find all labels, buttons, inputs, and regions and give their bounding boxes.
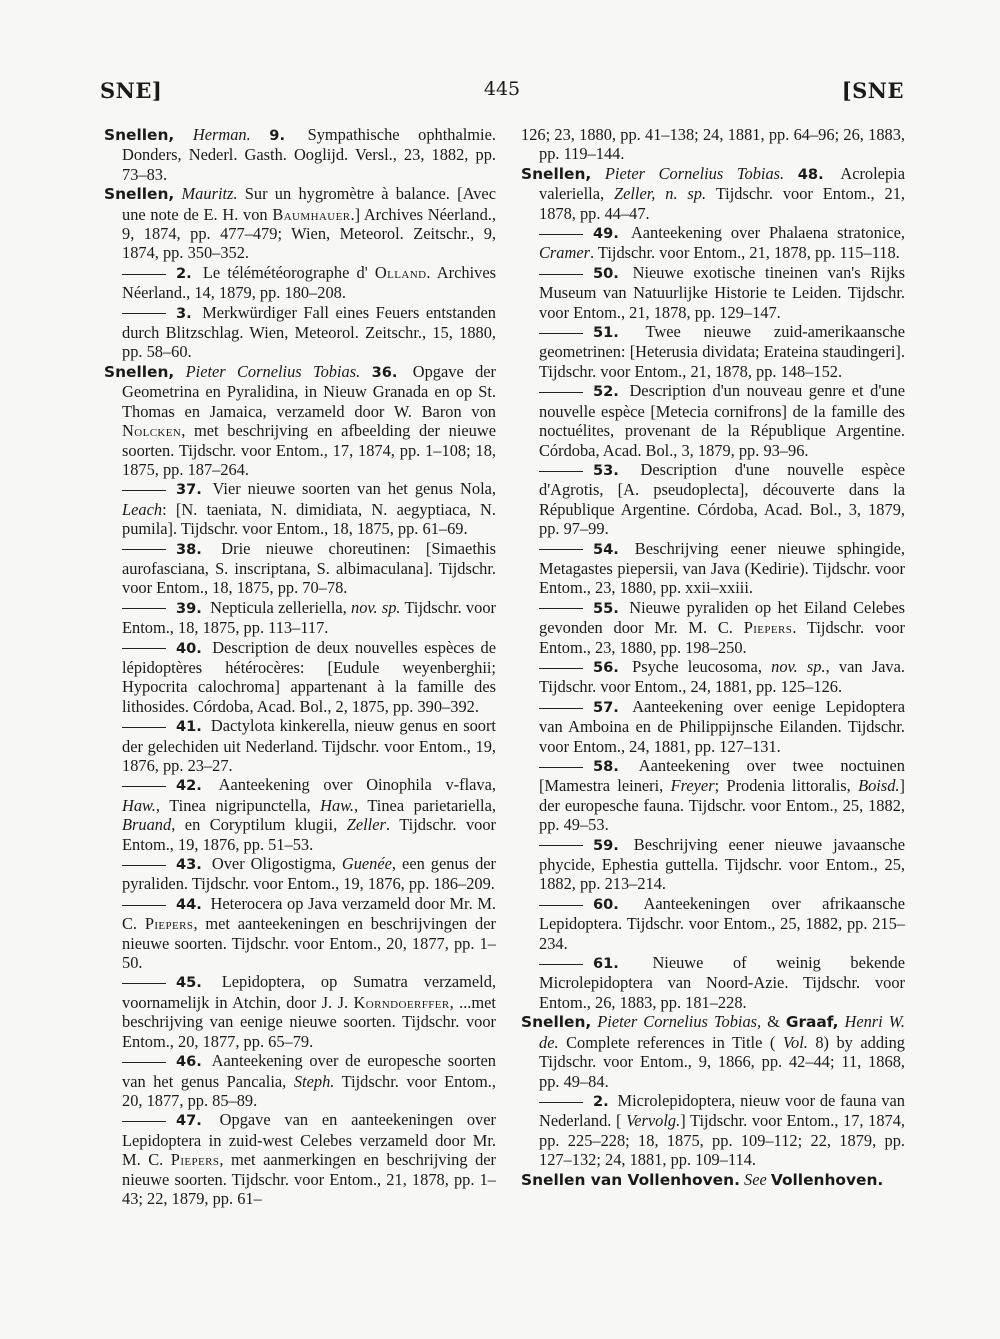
entry-text: Description d'un nouveau genre et d'une nouvelle espèce [Metecia cornifrons] de la famille des noctuélites, provenant de la République Argentine. Córdoba, Acad. Bol., 3, 1879, pp. 93–96.: [539, 381, 905, 460]
author-given-names: Pieter Cornelius Tobias.: [185, 361, 361, 381]
bibliography-entry: [104, 539, 496, 598]
entry-text: Aanteekening over de europesche soorten van het genus Pancalia,: [122, 1051, 496, 1091]
bibliography-entry: [521, 756, 905, 835]
entry-number: 38.: [176, 540, 202, 558]
entry-text: Beschrijving eener nieuwe javaansche phycide, Ephestia guttella. Tijdschr. voor Entom., 25, 1882, pp. 213–214.: [539, 834, 905, 894]
bibliography-entry: [521, 263, 905, 322]
small-caps-name: Piepers: [170, 1150, 220, 1170]
italic-text: Vol.: [782, 1032, 808, 1052]
bibliography-entry: [521, 1170, 905, 1190]
entry-number: 37.: [176, 481, 202, 499]
bibliography-entry: [521, 125, 905, 164]
bibliography-entry: [104, 598, 496, 638]
small-caps-name: Olland: [374, 262, 427, 282]
author-given-names: Henri W. de.: [539, 1012, 905, 1052]
author-given-names: Herman.: [192, 125, 251, 144]
bibliography-entry: [104, 125, 496, 184]
entry-text: Tijdschr. voor Entom., 18, 1875, pp. 113–117.: [122, 597, 496, 638]
author-surname: Snellen,: [521, 1013, 592, 1032]
small-caps-name: Korndoerffer: [353, 992, 450, 1012]
entry-text: E. H. von: [203, 204, 268, 224]
entry-text: Opgave van en aanteekeningen over Lepidoptera in zuid-west Celebes verzameld door Mr. M. C.: [122, 1110, 496, 1170]
entry-number: 47.: [176, 1112, 202, 1130]
author-surname: Snellen,: [521, 164, 592, 183]
entry-text: Microlepidoptera, nieuw voor de fauna van Nederland. [: [539, 1090, 905, 1131]
italic-text: Freyer: [670, 776, 715, 796]
entry-number: 58.: [593, 758, 619, 775]
italic-text: Vervolg.: [626, 1111, 681, 1131]
bibliography-entry: [104, 1051, 496, 1110]
entry-text: Nieuwe of weinig bekende Microlepidoptera van Noord-Azie. Tijdschr. voor Entom., 26, 1883, pp. 181–228.: [539, 953, 905, 1012]
entry-number: 54.: [593, 540, 619, 558]
entry-number: 40.: [176, 639, 202, 657]
ditto-dash: [539, 668, 583, 669]
italic-text: Boisd.: [858, 776, 900, 796]
author-surname: Snellen,: [104, 185, 175, 204]
ditto-dash: [539, 549, 583, 550]
entry-number: 59.: [593, 836, 619, 854]
ditto-dash: [122, 648, 166, 649]
entry-text: , ...met beschrijving van eenige nieuwe soorten. Tijdschr. voor Entom., 20, 1877, pp. 65–79.: [122, 992, 496, 1051]
ditto-dash: [539, 708, 583, 709]
bibliography-entry: [521, 657, 905, 697]
bibliography-entry: [521, 1091, 905, 1170]
ditto-dash: [122, 490, 166, 491]
entry-text: , en Coryptilum klugii,: [171, 815, 338, 835]
entry-number: 2.: [593, 1092, 609, 1110]
entry-text: Vier nieuwe soorten van het genus Nola,: [212, 479, 496, 499]
right-column: [521, 125, 905, 1190]
entry-text: Tijdschr. voor Entom., 20, 1877, pp. 85–89.: [122, 1071, 496, 1110]
ditto-dash: [539, 234, 583, 235]
entry-number: 2.: [176, 264, 192, 282]
author-surname: Snellen,: [104, 126, 175, 144]
italic-text: Guenée: [341, 854, 392, 874]
ditto-dash: [122, 1121, 166, 1122]
entry-text: Nieuwe pyraliden op het Eiland Celebes gevonden door Mr. M. C.: [539, 597, 905, 638]
bibliography-entry: [521, 894, 905, 953]
entry-number: 61.: [593, 955, 619, 973]
author-given-names: Mauritz.: [181, 184, 238, 204]
bibliography-entry: [104, 479, 496, 538]
entry-number: 44.: [176, 895, 202, 913]
ditto-dash: [539, 471, 583, 472]
italic-text: Cramer: [539, 243, 590, 263]
entry-number: 39.: [176, 599, 202, 617]
bibliography-entry: [521, 835, 905, 894]
entry-text: ] der europesche fauna. Tijdschr. voor Entom., 25, 1882, pp. 49–53.: [539, 776, 905, 835]
entry-text: , Tinea parietariella,: [354, 795, 496, 815]
entry-text: Drie nieuwe choreutinen: [Simaethis aurofasciana, S. inscriptana, S. albimaculana]. Tijdschr. voor Entom., 18, 1875, pp. 70–78.: [122, 538, 496, 598]
small-caps-name: Nolcken: [122, 421, 182, 441]
entry-text: , met aanteekeningen en beschrijvingen der nieuwe soorten. Tijdschr. voor Entom., 20, 1877, pp. 1–50.: [122, 914, 496, 973]
see-reference: See: [744, 1169, 767, 1189]
small-caps-name: Piepers: [743, 618, 793, 638]
bibliography-entry: [104, 972, 496, 1051]
italic-text: nov. sp.: [351, 597, 401, 617]
entry-number: 55.: [593, 599, 619, 617]
entry-text: Lepidoptera, op Sumatra verzameld, voornamelijk in Atchin, door J. J.: [122, 972, 496, 1012]
entry-text: Over Oligostigma,: [211, 854, 336, 874]
small-caps-name: Baumhauer: [272, 204, 351, 224]
italic-text: Haw.: [122, 795, 156, 815]
entry-number: 46.: [176, 1053, 202, 1071]
bibliography-entry: [104, 638, 496, 717]
italic-text: Zeller, n. sp.: [613, 184, 707, 204]
running-header: [100, 78, 904, 108]
entry-text: , Tinea nigripunctella,: [155, 795, 311, 815]
entry-number: 50.: [593, 264, 619, 282]
entry-number: 41.: [176, 718, 202, 736]
ditto-dash: [122, 549, 166, 550]
bibliography-entry: [521, 223, 905, 263]
header-right: [SNE: [841, 78, 904, 103]
entry-text: : [N. taeniata, N. dimidiata, N. aegyptiaca, N. pumila]. Tijdschr. voor Entom., 18, 1875, pp. 61–69.: [122, 499, 496, 539]
entry-text: Beschrijving eener nieuwe sphingide, Metagastes piepersii, van Java (Kedirie). Tijdschr. voor Entom., 23, 1880, pp. xxii–xxiii.: [539, 538, 905, 598]
entry-text: . Tijdschr. voor Entom., 21, 1878, pp. 115–118.: [590, 243, 900, 263]
entry-text: ] Tijdschr. voor Entom., 17, 1874, pp. 225–228; 18, 1875, pp. 109–112; 22, 1879, pp. 127–132; 24, 1881, pp. 109–114.: [539, 1111, 906, 1170]
bibliography-entry: [521, 164, 905, 223]
italic-text: Haw.: [320, 795, 355, 815]
entry-number: 52.: [593, 383, 619, 401]
italic-text: Zeller: [346, 815, 386, 835]
entry-text: Sur un hygromètre à balance. [Avec une note de: [122, 184, 496, 224]
bibliography-entry: [104, 184, 496, 263]
entry-number: 57.: [593, 698, 619, 716]
bibliography-entry: [104, 716, 496, 775]
entry-text: . Tijdschr. voor Entom., 19, 1876, pp. 51–53.: [122, 815, 496, 854]
entry-text: ; Prodenia littoralis,: [714, 776, 851, 796]
entry-text: Merkwürdiger Fall eines Feuers entstanden durch Blitzschlag. Wien, Meteorol. Zeitschr., 15, 1880, pp. 58–60.: [122, 302, 496, 362]
entry-number: 60.: [593, 895, 619, 913]
bibliography-entry: [521, 953, 905, 1012]
entry-number: 3.: [176, 304, 192, 322]
ditto-dash: [122, 727, 166, 728]
entry-text: Aanteekening over Phalaena stratonice,: [630, 223, 905, 243]
entry-text: Twee nieuwe zuid-amerikaansche geometrinen: [Heterusia dividata; Erateina staudingeri]. Tijdschr. voor Entom., 21, 1878, pp. 148–152.: [539, 322, 905, 381]
ditto-dash: [539, 274, 583, 275]
ditto-dash: [122, 865, 166, 866]
italic-text: Leach: [122, 499, 163, 519]
ditto-dash: [539, 1102, 583, 1103]
bibliography-entry: [104, 1110, 496, 1208]
author-surname: Vollenhoven.: [770, 1170, 884, 1189]
bibliography-entry: [521, 322, 905, 381]
entry-text: , met aanmerkingen en beschrijving der nieuwe soorten. Tijdschr. voor Entom., 21, 1878, pp. 1–43; 22, 1879, pp. 61–: [122, 1150, 496, 1208]
entry-text: , met beschrijving en afbeelding der nieuwe soorten. Tijdschr. voor Entom., 17, 1874, pp. 1–108; 18, 1875, pp. 187–264.: [122, 421, 496, 479]
entry-text: Psyche leucosoma,: [632, 656, 762, 676]
italic-text: nov. sp.: [771, 656, 826, 676]
author-given-names: Pieter Cornelius Tobias,: [597, 1012, 762, 1032]
ditto-dash: [122, 786, 166, 787]
entry-text: Description de deux nouvelles espèces de lépidoptères hétérocères: [Eudule weyenberghii; Hypocrita calochroma] appartenant à la famille des lithosides. Córdoba, Acad. Bol., 2, 1875, pp. 390–392.: [122, 637, 496, 716]
ditto-dash: [539, 845, 583, 846]
bibliography-entry: [104, 303, 496, 362]
ditto-dash: [122, 274, 166, 275]
entry-text: Nieuwe exotische tineinen van's Rijks Museum van Natuurlijke Historie te Leiden. Tijdschr. voor Entom., 21, 1878, pp. 129–147.: [539, 262, 905, 322]
entry-text: 126; 23, 1880, pp. 41–138; 24, 1881, pp. 64–96; 26, 1883, pp. 119–144.: [521, 125, 905, 164]
bibliography-entry: [104, 894, 496, 973]
entry-text: Le télémétéorographe d': [202, 262, 368, 282]
bibliography-entry: [521, 598, 905, 657]
entry-number: 45.: [176, 974, 202, 992]
entry-number: 42.: [176, 777, 202, 795]
ditto-dash: [539, 333, 583, 334]
ditto-dash: [122, 983, 166, 984]
entry-text: Sympathische ophthalmie. Donders, Nederl. Gasth. Ooglijd. Versl., 23, 1882, pp. 73–83.: [122, 125, 496, 184]
entry-number: 49.: [593, 225, 619, 243]
entry-number: 36.: [371, 363, 398, 381]
ditto-dash: [539, 608, 583, 609]
entry-number: 51.: [593, 324, 619, 342]
bibliography-entry: [521, 460, 905, 539]
entry-text: , van Java. Tijdschr. voor Entom., 24, 1881, pp. 125–126.: [539, 656, 905, 697]
entry-text: Aanteekening over eenige Lepidoptera van Amboina en de Philippijnsche Eilanden. Tijdschr. voor Entom., 24, 1881, pp. 127–131.: [539, 696, 905, 756]
entry-text: Heterocera op Java verzameld door Mr. M. C.: [122, 893, 496, 934]
ditto-dash: [122, 905, 166, 906]
bibliography-entry: [521, 697, 905, 756]
entry-text: . Archives Néerland., 14, 1879, pp. 180–208.: [122, 262, 496, 303]
entry-number: 48.: [797, 165, 824, 183]
ditto-dash: [539, 392, 583, 393]
entry-number: 53.: [593, 461, 619, 479]
entry-text: , een genus der pyraliden. Tijdschr. voor Entom., 19, 1876, pp. 186–209.: [122, 854, 496, 894]
ditto-dash: [539, 964, 583, 965]
italic-text: Bruand: [122, 815, 172, 835]
italic-text: Steph.: [293, 1071, 335, 1091]
bibliography-entry: [104, 775, 496, 854]
entry-number: 43.: [176, 856, 202, 874]
author-surname: Snellen,: [104, 362, 175, 381]
page-number: 445: [483, 78, 521, 100]
bibliography-entry: [521, 381, 905, 460]
bibliography-entry: [104, 362, 496, 479]
entry-text: .] Archives Néerland., 9, 1874, pp. 477–479; Wien, Meteorol. Zeitschr., 9, 1874, pp. 350–352.: [122, 204, 496, 263]
author-surname: Graaf,: [785, 1013, 839, 1032]
ditto-dash: [539, 905, 583, 906]
entry-number: 56.: [593, 658, 619, 676]
entry-text: Dactylota kinkerella, nieuw genus en soort der gelechiden uit Nederland. Tijdschr. voor Entom., 19, 1876, pp. 23–27.: [122, 716, 496, 775]
header-left: SNE]: [100, 78, 163, 103]
ditto-dash: [122, 608, 166, 609]
entry-text: Aanteekening over twee noctuinen [Mamestra leineri,: [539, 756, 906, 796]
entry-text: . Tijdschr. voor Entom., 23, 1880, pp. 198–250.: [539, 618, 905, 657]
ditto-dash: [539, 767, 583, 768]
entry-text: Tijdschr. voor Entom., 21, 1878, pp. 44–47.: [539, 184, 905, 223]
ditto-dash: [122, 313, 166, 314]
entry-text: 8) by adding Tijdschr. voor Entom., 9, 1866, pp. 42–44; 11, 1868, pp. 49–84.: [539, 1032, 905, 1091]
entry-text: Complete references in Title (: [566, 1032, 776, 1052]
author-surname: Snellen van Vollenhoven.: [521, 1170, 740, 1189]
bibliography-entry: [104, 854, 496, 894]
small-caps-name: Piepers: [144, 914, 194, 934]
bibliography-entry: [521, 539, 905, 598]
entry-text: Acrolepia valeriella,: [539, 163, 905, 204]
entry-text: Description d'une nouvelle espèce d'Agrotis, [A. pseudoplecta], découverte dans la République Argentine. Córdoba, Acad. Bol., 3, 1879, pp. 97–99.: [539, 459, 905, 539]
entry-text: Opgave der Geometrina en Pyralidina, in Nieuw Granada en op St. Thomas en Jamaica, verzameld door W. Baron von: [122, 361, 496, 421]
entry-text: Aanteekeningen over afrikaansche Lepidoptera. Tijdschr. voor Entom., 25, 1882, pp. 215–234.: [539, 893, 905, 953]
bibliography-entry: [104, 263, 496, 303]
ampersand: &: [767, 1012, 786, 1032]
entry-number: 9.: [269, 127, 285, 144]
entry-text: Nepticula zelleriella,: [210, 597, 347, 617]
author-given-names: Pieter Cornelius Tobias.: [604, 163, 785, 183]
ditto-dash: [122, 1062, 166, 1063]
entry-text: Aanteekening over Oinophila v-flava,: [218, 775, 496, 795]
left-column: [104, 125, 496, 1208]
bibliography-entry: [521, 1012, 905, 1091]
